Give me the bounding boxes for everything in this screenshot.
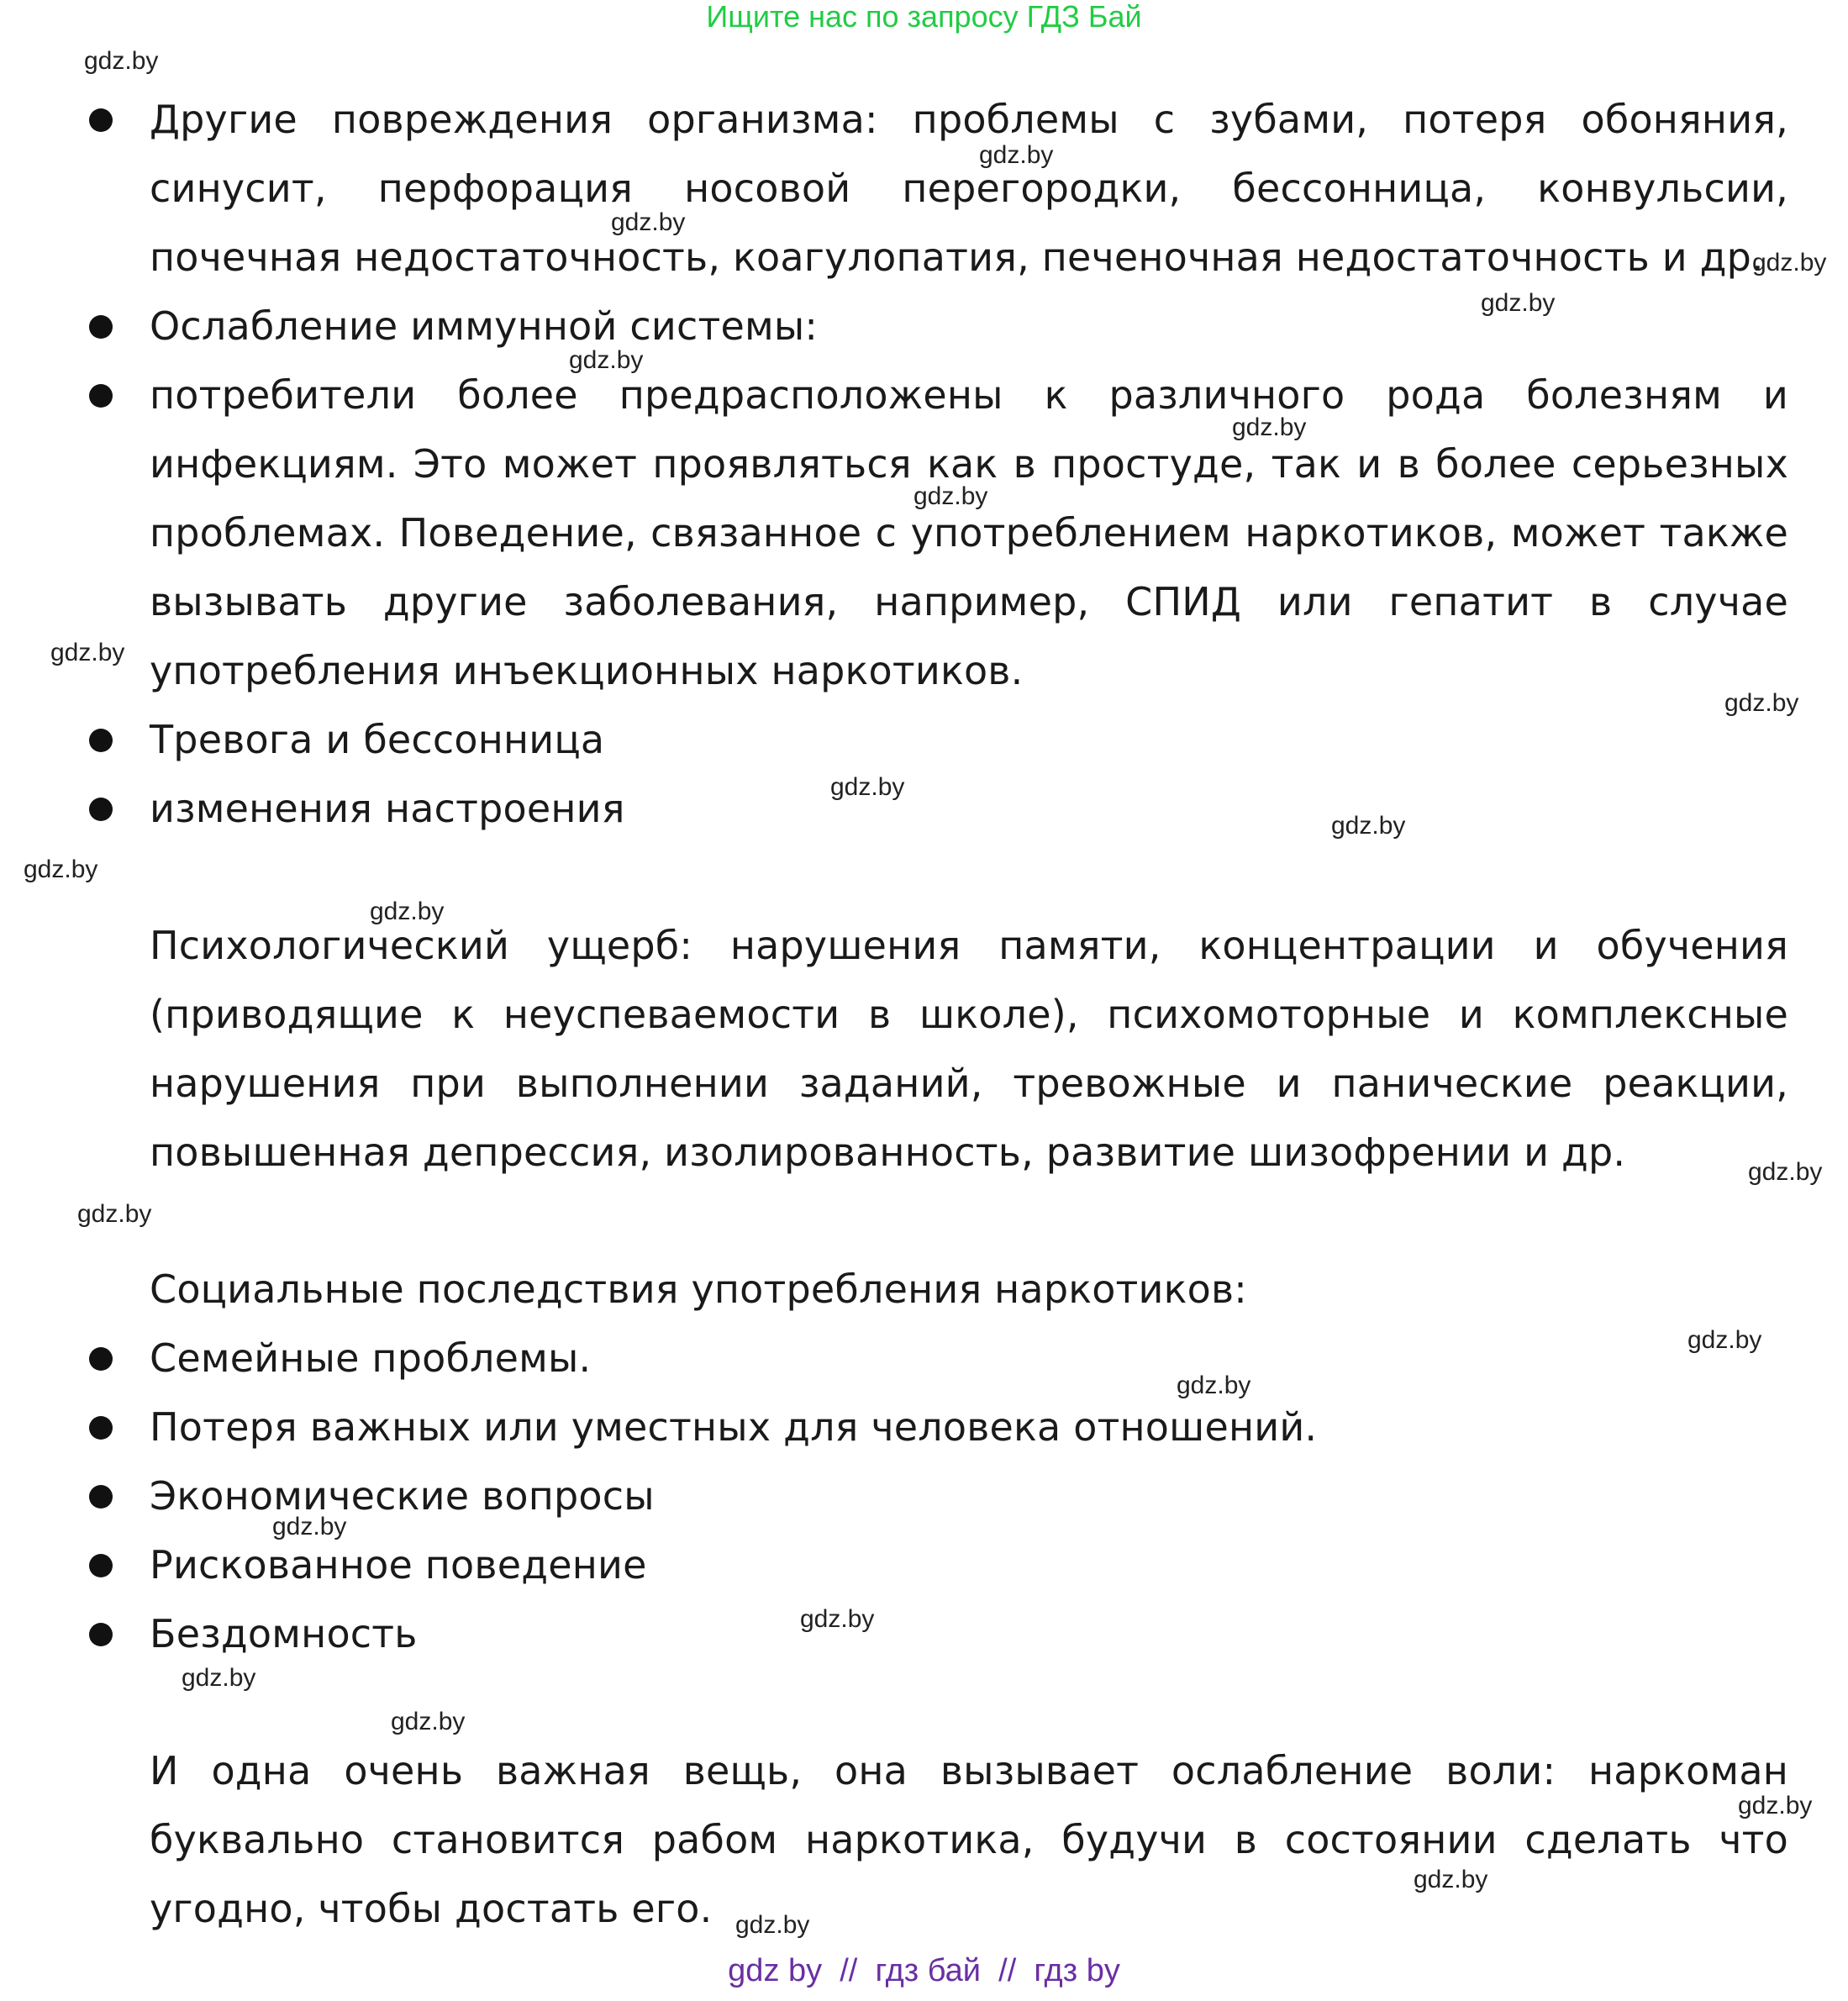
watermark: gdz.by <box>569 346 644 374</box>
text-line: (приводящие к неуспеваемости в школе), психомоторные и комплексные <box>150 992 1788 1037</box>
bullet <box>89 1485 113 1509</box>
watermark: gdz.by <box>84 47 159 75</box>
bullet <box>89 1554 113 1577</box>
watermark: gdz.by <box>272 1513 347 1540</box>
text-line: вызывать другие заболевания, например, СПИД или гепатит в случае <box>150 579 1788 624</box>
text-line: Социальные последствия употребления наркотиков: <box>150 1266 1247 1312</box>
watermark: gdz.by <box>1687 1326 1762 1354</box>
watermark: gdz.by <box>800 1605 875 1633</box>
text-line: повышенная депрессия, изолированность, развитие шизофрении и др. <box>150 1130 1626 1175</box>
bullet <box>89 384 113 408</box>
text-line: употребления инъекционных наркотиков. <box>150 648 1024 693</box>
watermark: gdz.by <box>1724 689 1799 717</box>
text-line: Экономические вопросы <box>150 1473 655 1519</box>
watermark: gdz.by <box>370 898 445 925</box>
watermark: gdz.by <box>611 208 686 236</box>
watermark: gdz.by <box>1177 1372 1251 1399</box>
watermark: gdz.by <box>391 1708 466 1735</box>
bullet <box>89 1623 113 1646</box>
watermark: gdz.by <box>913 482 988 510</box>
text-line: потребители более предрасположены к различного рода болезням и <box>150 372 1788 418</box>
text-line: Рискованное поведение <box>150 1542 647 1588</box>
text-line: буквально становится рабом наркотика, будучи в состоянии сделать что <box>150 1817 1788 1862</box>
text-line: Психологический ущерб: нарушения памяти, концентрации и обучения <box>150 923 1788 968</box>
text-line: Потеря важных или уместных для человека отношений. <box>150 1404 1318 1450</box>
watermark: gdz.by <box>50 639 125 666</box>
text-line: Бездомность <box>150 1611 418 1656</box>
watermark: gdz.by <box>1481 289 1556 317</box>
text-line: проблемах. Поведение, связанное с употреблением наркотиков, может также <box>150 510 1788 556</box>
bullet <box>89 1416 113 1440</box>
bullet <box>89 729 113 752</box>
watermark: gdz.by <box>735 1911 810 1939</box>
text-line: Другие повреждения организма: проблемы с зубами, потеря обоняния, <box>150 97 1788 142</box>
text-line: синусит, перфорация носовой перегородки, бессонница, конвульсии, <box>150 166 1788 211</box>
watermark: gdz.by <box>830 773 905 801</box>
footer-links: gdz by // гдз бай // гдз by <box>728 1953 1120 1988</box>
watermark: gdz.by <box>1748 1158 1823 1186</box>
watermark: gdz.by <box>182 1664 256 1692</box>
text-line: инфекциям. Это может проявляться как в простуде, так и в более серьезных <box>150 441 1788 487</box>
text-line: И одна очень важная вещь, она вызывает ослабление воли: наркоман <box>150 1748 1788 1793</box>
watermark: gdz.by <box>77 1200 152 1228</box>
text-line: Ослабление иммунной системы: <box>150 303 819 349</box>
watermark: gdz.by <box>1414 1866 1488 1893</box>
bullet <box>89 108 113 132</box>
text-line: Тревога и бессонница <box>150 717 605 762</box>
bullet <box>89 315 113 339</box>
watermark: gdz.by <box>24 856 98 883</box>
text-line: изменения настроения <box>150 786 625 831</box>
top-banner: Ищите нас по запросу ГДЗ Бай <box>706 0 1142 34</box>
bullet <box>89 1347 113 1371</box>
watermark: gdz.by <box>979 141 1054 169</box>
text-line: нарушения при выполнении заданий, тревожные и панические реакции, <box>150 1061 1788 1106</box>
watermark: gdz.by <box>1738 1792 1813 1819</box>
text-line: угодно, чтобы достать его. <box>150 1886 713 1931</box>
text-line: Семейные проблемы. <box>150 1335 592 1381</box>
watermark: gdz.by <box>1752 249 1827 276</box>
bullet <box>89 798 113 821</box>
watermark: gdz.by <box>1331 812 1406 840</box>
watermark: gdz.by <box>1232 413 1307 441</box>
text-line: почечная недостаточность, коагулопатия, печеночная недостаточность и др. <box>150 234 1764 280</box>
